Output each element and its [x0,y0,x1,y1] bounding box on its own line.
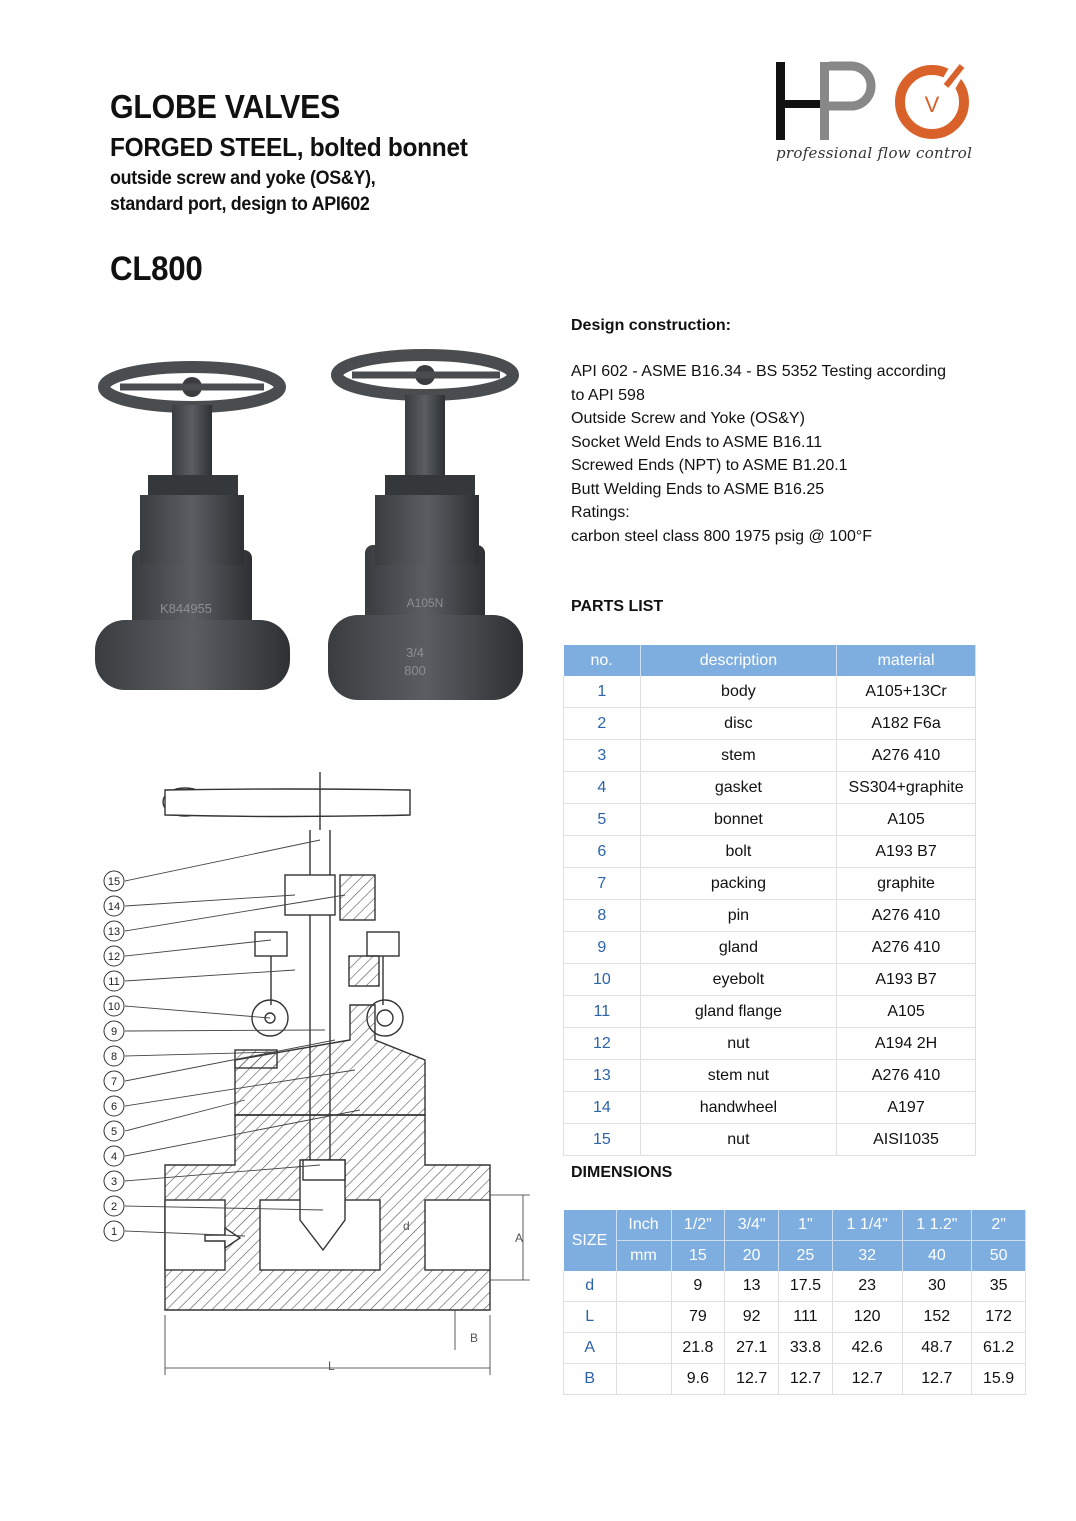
table-row [564,804,976,836]
part-no: 2 [564,708,641,740]
dim-label-d: d [403,1219,410,1233]
table-row [564,1028,976,1060]
dimension-value: 12.7 [902,1364,972,1395]
callout-number: 13 [107,926,121,938]
empty-cell [616,1333,671,1364]
table-row [564,868,976,900]
table-row [564,1060,976,1092]
valve-section-drawing [95,770,540,1380]
callout-number: 3 [110,1176,118,1188]
size-inch: 3/4" [725,1210,779,1241]
part-description: nut [640,1028,836,1060]
size-mm: 20 [725,1241,779,1272]
callout-number: 12 [107,951,121,963]
valve2-class: 800 [404,663,426,678]
callout-leader [125,1100,245,1131]
part-material: A105+13Cr [837,676,976,708]
dimension-value: 152 [902,1302,972,1333]
part-no: 1 [564,676,641,708]
part-no: 8 [564,900,641,932]
mm-label: mm [616,1241,671,1272]
part-no: 15 [564,1124,641,1156]
valve-photo-2 [328,355,523,700]
table-row [564,1271,1026,1302]
dim-label-L: L [328,1359,335,1373]
callout-number: 6 [110,1101,118,1113]
part-description: stem [640,740,836,772]
callout-number: 7 [110,1076,118,1088]
table-row [564,996,976,1028]
table-row [564,772,976,804]
dimension-value: 9.6 [671,1364,725,1395]
description-line-1: outside screw and yoke (OS&Y), [110,168,376,189]
callout-number: 4 [110,1151,118,1163]
dimension-value: 120 [832,1302,902,1333]
description-line-2: standard port, design to API602 [110,194,370,215]
callout-number: 1 [110,1226,118,1238]
part-description: gasket [640,772,836,804]
part-material: A276 410 [837,900,976,932]
design-line: Butt Welding Ends to ASME B16.25 [571,480,825,498]
callout-number: 2 [110,1201,118,1213]
dimension-value: 12.7 [725,1364,779,1395]
part-description: gland flange [640,996,836,1028]
design-line: Screwed Ends (NPT) to ASME B1.20.1 [571,457,848,474]
logo-v-letter: V [924,92,940,117]
table-row [564,740,976,772]
design-title: Design construction: [571,317,732,334]
callout-number: 9 [110,1026,118,1038]
dimension-value: 9 [671,1271,725,1302]
design-line: to API 598 [571,386,645,404]
part-no: 10 [564,964,641,996]
dim-label-B: B [470,1331,479,1345]
part-material: SS304+graphite [837,772,976,804]
dimension-value: 92 [725,1302,779,1333]
valve-photo-1 [95,367,290,690]
part-description: disc [640,708,836,740]
design-line: Socket Weld Ends to ASME B16.11 [571,433,823,451]
page-title: GLOBE VALVES [110,88,341,125]
dim-label-A: A [515,1231,524,1245]
table-row [564,676,976,708]
part-material: A194 2H [837,1028,976,1060]
part-no: 11 [564,996,641,1028]
dims-inch-row [564,1210,1026,1241]
parts-list-title: PARTS LIST [571,598,664,615]
size-inch: 1 1/4" [832,1210,902,1241]
valve2-size: 3/4 [405,645,425,660]
part-no: 12 [564,1028,641,1060]
design-line: Outside Screw and Yoke (OS&Y) [571,410,805,427]
part-material: A276 410 [837,740,976,772]
table-row [564,900,976,932]
callout-number: 15 [107,876,121,888]
part-no: 14 [564,1092,641,1124]
part-description: packing [640,868,836,900]
dimension-value: 21.8 [671,1333,725,1364]
table-row [564,708,976,740]
part-description: eyebolt [640,964,836,996]
dimension-label: B [564,1364,617,1395]
dimension-value: 33.8 [779,1333,833,1364]
callout-leader [125,970,295,981]
part-no: 6 [564,836,641,868]
dimension-value: 23 [832,1271,902,1302]
table-row [564,1302,1026,1333]
callout-number: 10 [107,1001,121,1013]
design-line: Ratings: [571,504,630,521]
size-label: SIZE [564,1210,617,1271]
callout-number: 11 [108,976,120,988]
callout-number: 14 [107,901,121,913]
parts-header-row [564,645,976,676]
table-row [564,1364,1026,1395]
inch-label: Inch [616,1210,671,1241]
dims-mm-row [564,1241,1026,1272]
part-description: stem nut [640,1060,836,1092]
valve-product-photos [90,345,530,710]
empty-cell [616,1271,671,1302]
dimension-value: 79 [671,1302,725,1333]
empty-cell [616,1302,671,1333]
dimension-value: 48.7 [902,1333,972,1364]
part-description: bolt [640,836,836,868]
callout-leader [125,1006,270,1018]
dimensions-title: DIMENSIONS [571,1164,673,1181]
part-no: 5 [564,804,641,836]
table-row [564,964,976,996]
table-row [564,1333,1026,1364]
valve2-marking: A105N [406,596,444,610]
dimension-value: 30 [902,1271,972,1302]
part-material: A193 B7 [837,836,976,868]
part-material: A182 F6a [837,708,976,740]
size-mm: 15 [671,1241,725,1272]
part-description: handwheel [640,1092,836,1124]
parts-table [563,645,976,1156]
dimension-value: 42.6 [832,1333,902,1364]
table-row [564,932,976,964]
dimension-label: L [564,1302,617,1333]
part-no: 4 [564,772,641,804]
part-material: A105 [837,996,976,1028]
size-mm: 32 [832,1241,902,1272]
callout-leader [125,1030,325,1031]
size-inch: 1" [779,1210,833,1241]
logo-p-bowl [829,66,871,106]
design-line: carbon steel class 800 1975 psig @ 100°F [571,527,873,545]
part-material: AISI1035 [837,1124,976,1156]
part-description: pin [640,900,836,932]
size-mm: 25 [779,1241,833,1272]
design-line: API 602 - ASME B16.34 - BS 5352 Testing according [571,363,947,380]
part-description: body [640,676,836,708]
part-material: A276 410 [837,1060,976,1092]
part-material: A276 410 [837,932,976,964]
dimension-label: d [564,1271,617,1302]
callout-number: 8 [110,1051,118,1063]
page-subtitle: FORGED STEEL, bolted bonnet [110,132,468,162]
part-description: bonnet [640,804,836,836]
dimension-value: 12.7 [832,1364,902,1395]
part-material: A105 [837,804,976,836]
dimension-label: A [564,1333,617,1364]
size-inch: 2" [972,1210,1026,1241]
dimension-value: 12.7 [779,1364,833,1395]
empty-cell [616,1364,671,1395]
valve1-marking: K844955 [159,601,213,616]
part-material: A193 B7 [837,964,976,996]
part-no: 7 [564,868,641,900]
col-header-no: no. [564,645,641,676]
dimension-value: 17.5 [779,1271,833,1302]
logo-p-stem [820,62,829,140]
callout-leader [125,940,271,956]
size-mm: 40 [902,1241,972,1272]
dimension-value: 61.2 [972,1333,1026,1364]
size-inch: 1 1.2" [902,1210,972,1241]
table-row [564,1124,976,1156]
dimension-value: 27.1 [725,1333,779,1364]
part-no: 13 [564,1060,641,1092]
table-row [564,836,976,868]
part-no: 9 [564,932,641,964]
col-header-description: description [640,645,836,676]
dimension-value: 172 [972,1302,1026,1333]
col-header-material: material [837,645,976,676]
part-no: 3 [564,740,641,772]
part-description: gland [640,932,836,964]
dimension-value: 35 [972,1271,1026,1302]
design-list [571,360,991,548]
callout-number: 5 [110,1126,118,1138]
size-inch: 1/2" [671,1210,725,1241]
part-material: A197 [837,1092,976,1124]
dimension-value: 13 [725,1271,779,1302]
table-row [564,1092,976,1124]
dimensions-table [563,1210,1026,1395]
size-mm: 50 [972,1241,1026,1272]
dimension-value: 15.9 [972,1364,1026,1395]
callout-leader [125,895,295,906]
class-label: CL800 [110,250,203,288]
part-material: graphite [837,868,976,900]
dimension-value: 111 [779,1302,833,1333]
logo-tagline: professional flow control [776,144,973,162]
part-description: nut [640,1124,836,1156]
